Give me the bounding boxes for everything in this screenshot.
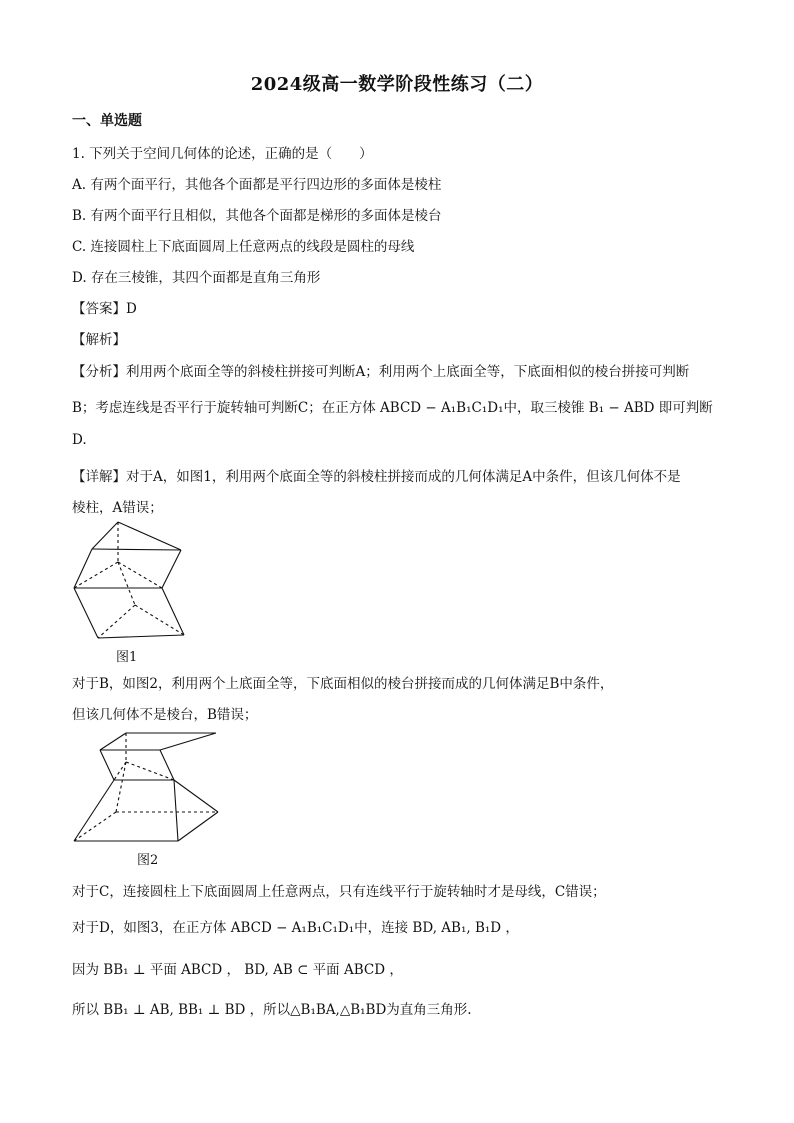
text-d-line: 因为 BB₁ ⊥ 平面 ABCD ， BD, AB ⊂ 平面 ABCD ， <box>72 962 403 978</box>
figure-2-caption: 图2 <box>137 853 159 868</box>
analysis-line: D. <box>72 432 87 448</box>
text-c-line: 对于C，连接圆柱上下底面圆周上任意两点，只有连线平行于旋转轴时才是母线，C错误； <box>72 884 606 900</box>
text-b-line: 对于B，如图2，利用两个上底面全等，下底面相似的棱台拼接而成的几何体满足B中条件， <box>72 676 614 692</box>
option-d: D. 存在三棱锥，其四个面都是直角三角形 <box>72 270 321 286</box>
detail-line: 【详解】对于A，如图1，利用两个底面全等的斜棱柱拼接而成的几何体满足A中条件，但该几何体不是 <box>72 469 681 485</box>
analysis-line: B；考虑连线是否平行于旋转轴可判断C；在正方体 ABCD − A₁B₁C₁D₁中，取三棱锥 B₁ − ABD 即可判断 <box>72 400 713 416</box>
page-title: 2024级高一数学阶段性练习（二） <box>250 74 544 95</box>
analysis-heading: 【解析】 <box>72 332 126 348</box>
question-stem: 1. 下列关于空间几何体的论述，正确的是（ ） <box>72 146 373 162</box>
figure-1-caption: 图1 <box>116 650 138 665</box>
text-b-line: 但该几何体不是棱台，B错误； <box>72 707 258 723</box>
answer-line: 【答案】D <box>72 301 137 317</box>
option-a: A. 有两个面平行，其他各个面都是平行四边形的多面体是棱柱 <box>72 177 442 193</box>
option-c: C. 连接圆柱上下底面圆周上任意两点的线段是圆柱的母线 <box>72 239 415 255</box>
detail-line: 棱柱，A错误； <box>72 500 163 516</box>
text-d-line: 所以 BB₁ ⊥ AB, BB₁ ⊥ BD ，所以△B₁BA,△B₁BD为直角三角形. <box>72 1002 472 1018</box>
figure-2-frustum-diagram <box>70 728 222 844</box>
analysis-line: 【分析】利用两个底面全等的斜棱柱拼接可判断A；利用两个上底面全等，下底面相似的棱台拼接可判断 <box>72 364 690 380</box>
figure-1-prism-diagram <box>70 518 190 640</box>
section-heading: 一、单选题 <box>72 113 142 129</box>
text-d-line: 对于D，如图3，在正方体 ABCD − A₁B₁C₁D₁中，连接 BD, AB₁, B₁D ， <box>72 920 519 936</box>
option-b: B. 有两个面平行且相似，其他各个面都是梯形的多面体是棱台 <box>72 208 442 224</box>
